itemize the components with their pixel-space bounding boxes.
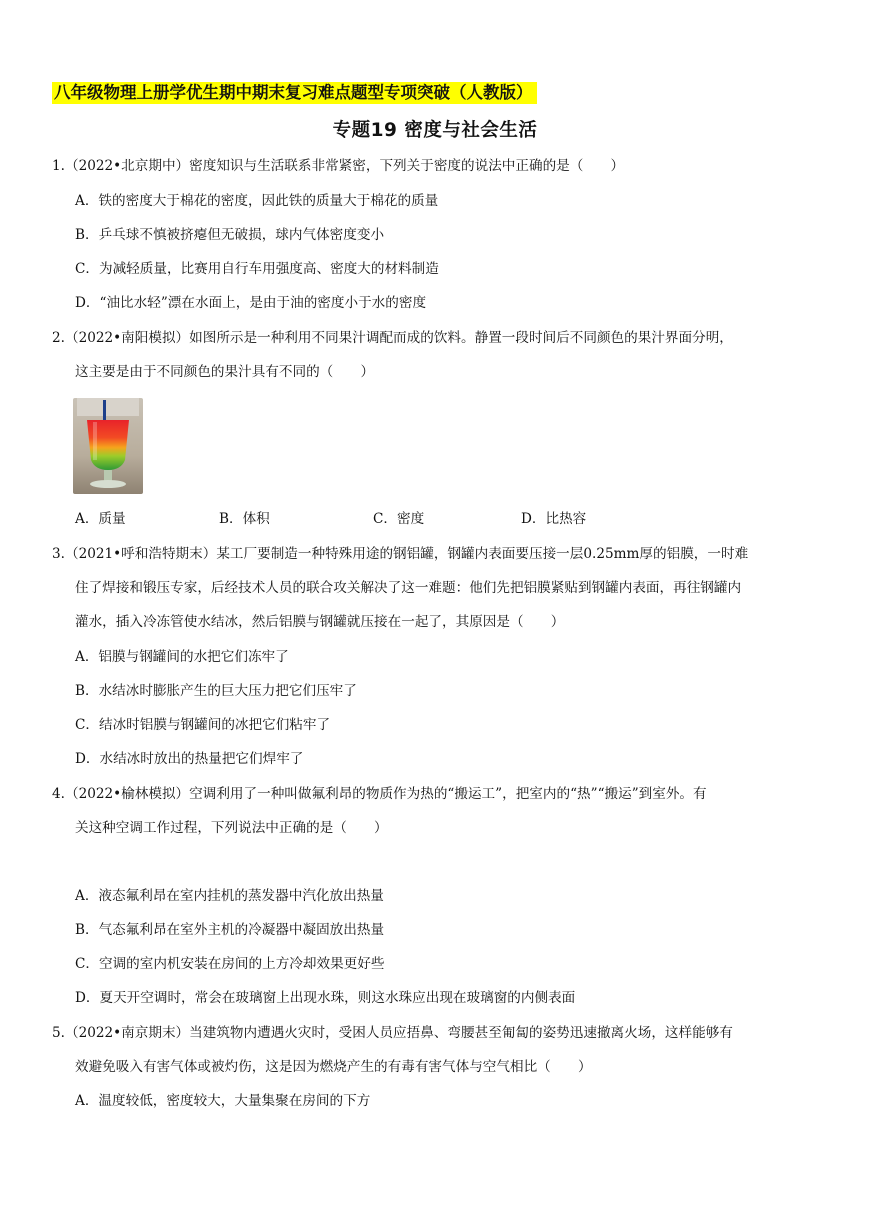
question-4-option-c: C．空调的室内机安装在房间的上方冷却效果更好些 — [75, 956, 385, 972]
question-3-option-a: A．铝膜与钢罐间的水把它们冻牢了 — [75, 649, 289, 665]
question-2-options — [75, 510, 775, 530]
question-4-option-d: D．夏天开空调时，常会在玻璃窗上出现水珠，则这水珠应出现在玻璃窗的内侧表面 — [75, 990, 576, 1006]
question-4-option-a: A．液态氟利昂在室内挂机的蒸发器中汽化放出热量 — [75, 888, 384, 904]
question-2-option-a: A．质量 — [75, 511, 126, 527]
question-1-option-d: D．“油比水轻”漂在水面上，是由于油的密度小于水的密度 — [75, 295, 427, 311]
question-4-stem-line-1: 4.（2022•榆林模拟）空调利用了一种叫做氟利昂的物质作为热的“搬运工”，把室内的“热”“搬运”到室外。有 — [52, 786, 707, 802]
question-3-stem-line-1: 3.（2021•呼和浩特期末）某工厂要制造一种特殊用途的钢铝罐，钢罐内表面要压接一层0.25mm厚的铝膜，一时难 — [52, 546, 749, 562]
question-3-option-b: B．水结冰时膨胀产生的巨大压力把它们压牢了 — [75, 683, 357, 699]
question-4-option-b: B．气态氟利昂在室外主机的冷凝器中凝固放出热量 — [75, 922, 385, 938]
series-banner: 八年级物理上册学优生期中期末复习难点题型专项突破（人教版） — [52, 82, 537, 104]
page-title: 专题19 密度与社会生活 — [332, 120, 538, 141]
question-2-stem-line-2: 这主要是由于不同颜色的果汁具有不同的（ ） — [75, 364, 375, 380]
question-2-option-d: D．比热容 — [521, 511, 587, 527]
question-2-stem-line-1: 2.（2022•南阳模拟）如图所示是一种利用不同果汁调配而成的饮料。静置一段时间后不同颜色的果汁界面分明， — [52, 330, 733, 346]
question-5-stem-line-1: 5.（2022•南京期末）当建筑物内遭遇火灾时，受困人员应捂鼻、弯腰甚至匍匐的姿势迅速撤离火场，这样能够有 — [52, 1025, 733, 1041]
question-1-option-b: B．乒乓球不慎被挤瘪但无破损，球内气体密度变小 — [75, 227, 385, 243]
question-1-option-c: C．为减轻质量，比赛用自行车用强度高、密度大的材料制造 — [75, 261, 439, 277]
question-4-stem-line-2: 关这种空调工作过程，下列说法中正确的是（ ） — [75, 820, 388, 836]
question-1-option-a: A．铁的密度大于棉花的密度，因此铁的质量大于棉花的质量 — [75, 193, 439, 209]
question-1-stem: 1.（2022•北京期中）密度知识与生活联系非常紧密，下列关于密度的说法中正确的是（ ） — [52, 158, 625, 174]
question-2-option-b: B．体积 — [219, 511, 270, 527]
question-3-option-c: C．结冰时铝膜与钢罐间的冰把它们粘牢了 — [75, 717, 331, 733]
question-3-option-d: D．水结冰时放出的热量把它们焊牢了 — [75, 751, 304, 767]
question-3-stem-line-3: 灌水，插入冷冻管使水结冰，然后铝膜与钢罐就压接在一起了，其原因是（ ） — [75, 614, 565, 630]
question-3-stem-line-2: 住了焊接和锻压专家，后经技术人员的联合攻关解决了这一难题：他们先把铝膜紧贴到钢罐内表面，再往钢罐内 — [75, 580, 742, 596]
question-5-stem-line-2: 效避免吸入有害气体或被灼伤，这是因为燃烧产生的有毒有害气体与空气相比（ ） — [75, 1059, 592, 1075]
question-5-option-a: A．温度较低，密度较大，大量集聚在房间的下方 — [75, 1093, 371, 1109]
question-2-option-c: C．密度 — [373, 511, 425, 527]
layered-juice-drink-image — [73, 398, 143, 494]
